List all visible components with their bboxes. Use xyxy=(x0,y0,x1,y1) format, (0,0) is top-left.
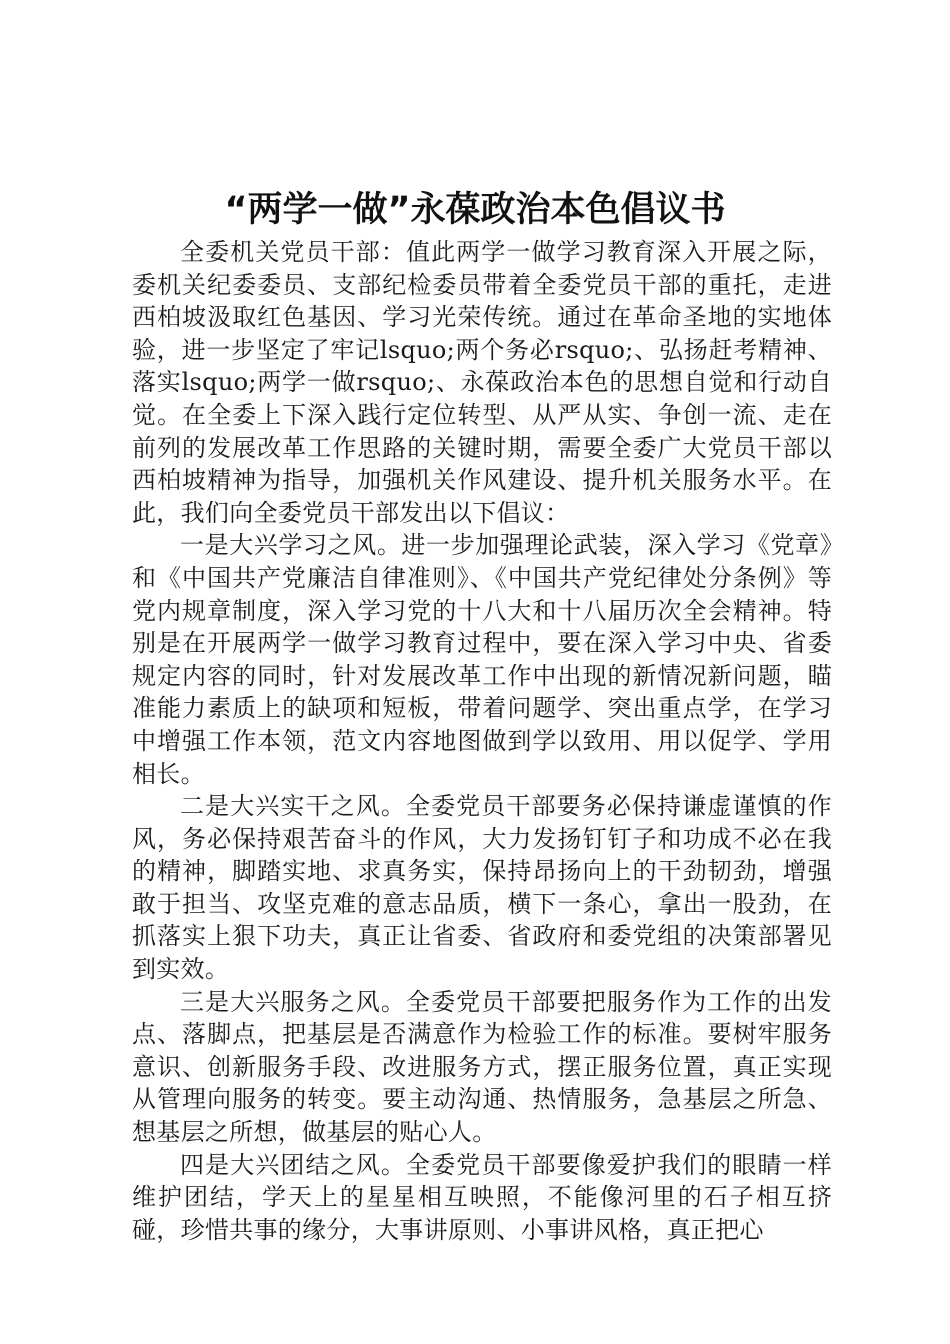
paragraph-greeting: 全委机关党员干部：值此两学一做学习教育深入开展之际，委机关纪委委员、支部纪检委员带着全委党员干部的重托，走进西柏坡汲取红色基因、学习光荣传统。通过在革命圣地的实地体验，进一步坚定了牢记lsquo;两个务必rsquo;、弘扬赶考精神、落实lsquo;两学一做rsquo;、永葆政治本色的思想自觉和行动自觉。在全委上下深入践行定位转型、从严从实、争创一流、走在前列的发展改革工作思路的关键时期，需要全委广大党员干部以西柏坡精神为指导，加强机关作风建设、提升机关服务水平。在此，我们向全委党员干部发出以下倡议： xyxy=(132,238,832,527)
document-title: “两学一做”永葆政治本色倡议书 xyxy=(224,190,726,230)
paragraph-practice: 二是大兴实干之风。全委党员干部要务必保持谦虚谨慎的作风，务必保持艰苦奋斗的作风，大力发扬钉钉子和功成不必在我的精神，脚踏实地、求真务实，保持昂扬向上的干劲韧劲，增强敢于担当、攻坚克难的意志品质，横下一条心，拿出一股劲，在抓落实上狠下功夫，真正让省委、省政府和委党组的决策部署见到实效。 xyxy=(132,792,832,984)
paragraph-study: 一是大兴学习之风。进一步加强理论武装，深入学习《党章》和《中国共产党廉洁自律准则》、《中国共产党纪律处分条例》等党内规章制度，深入学习党的十八大和十八届历次全会精神。特别是在开展两学一做学习教育过程中，要在深入学习中央、省委规定内容的同时，针对发展改革工作中出现的新情况新问题，瞄准能力素质上的缺项和短板，带着问题学、突出重点学，在学习中增强工作本领，范文内容地图做到学以致用、用以促学、学用相长。 xyxy=(132,531,832,788)
document-body xyxy=(132,236,832,1246)
paragraph-service: 三是大兴服务之风。全委党员干部要把服务作为工作的出发点、落脚点，把基层是否满意作为检验工作的标准。要树牢服务意识、创新服务手段、改进服务方式，摆正服务位置，真正实现从管理向服务的转变。要主动沟通、热情服务，急基层之所急、想基层之所想，做基层的贴心人。 xyxy=(132,987,832,1147)
paragraph-unity: 四是大兴团结之风。全委党员干部要像爱护我们的眼睛一样维护团结，学天上的星星相互映照，不能像河里的石子相互挤碰，珍惜共事的缘分，大事讲原则、小事讲风格，真正把心 xyxy=(132,1150,832,1244)
